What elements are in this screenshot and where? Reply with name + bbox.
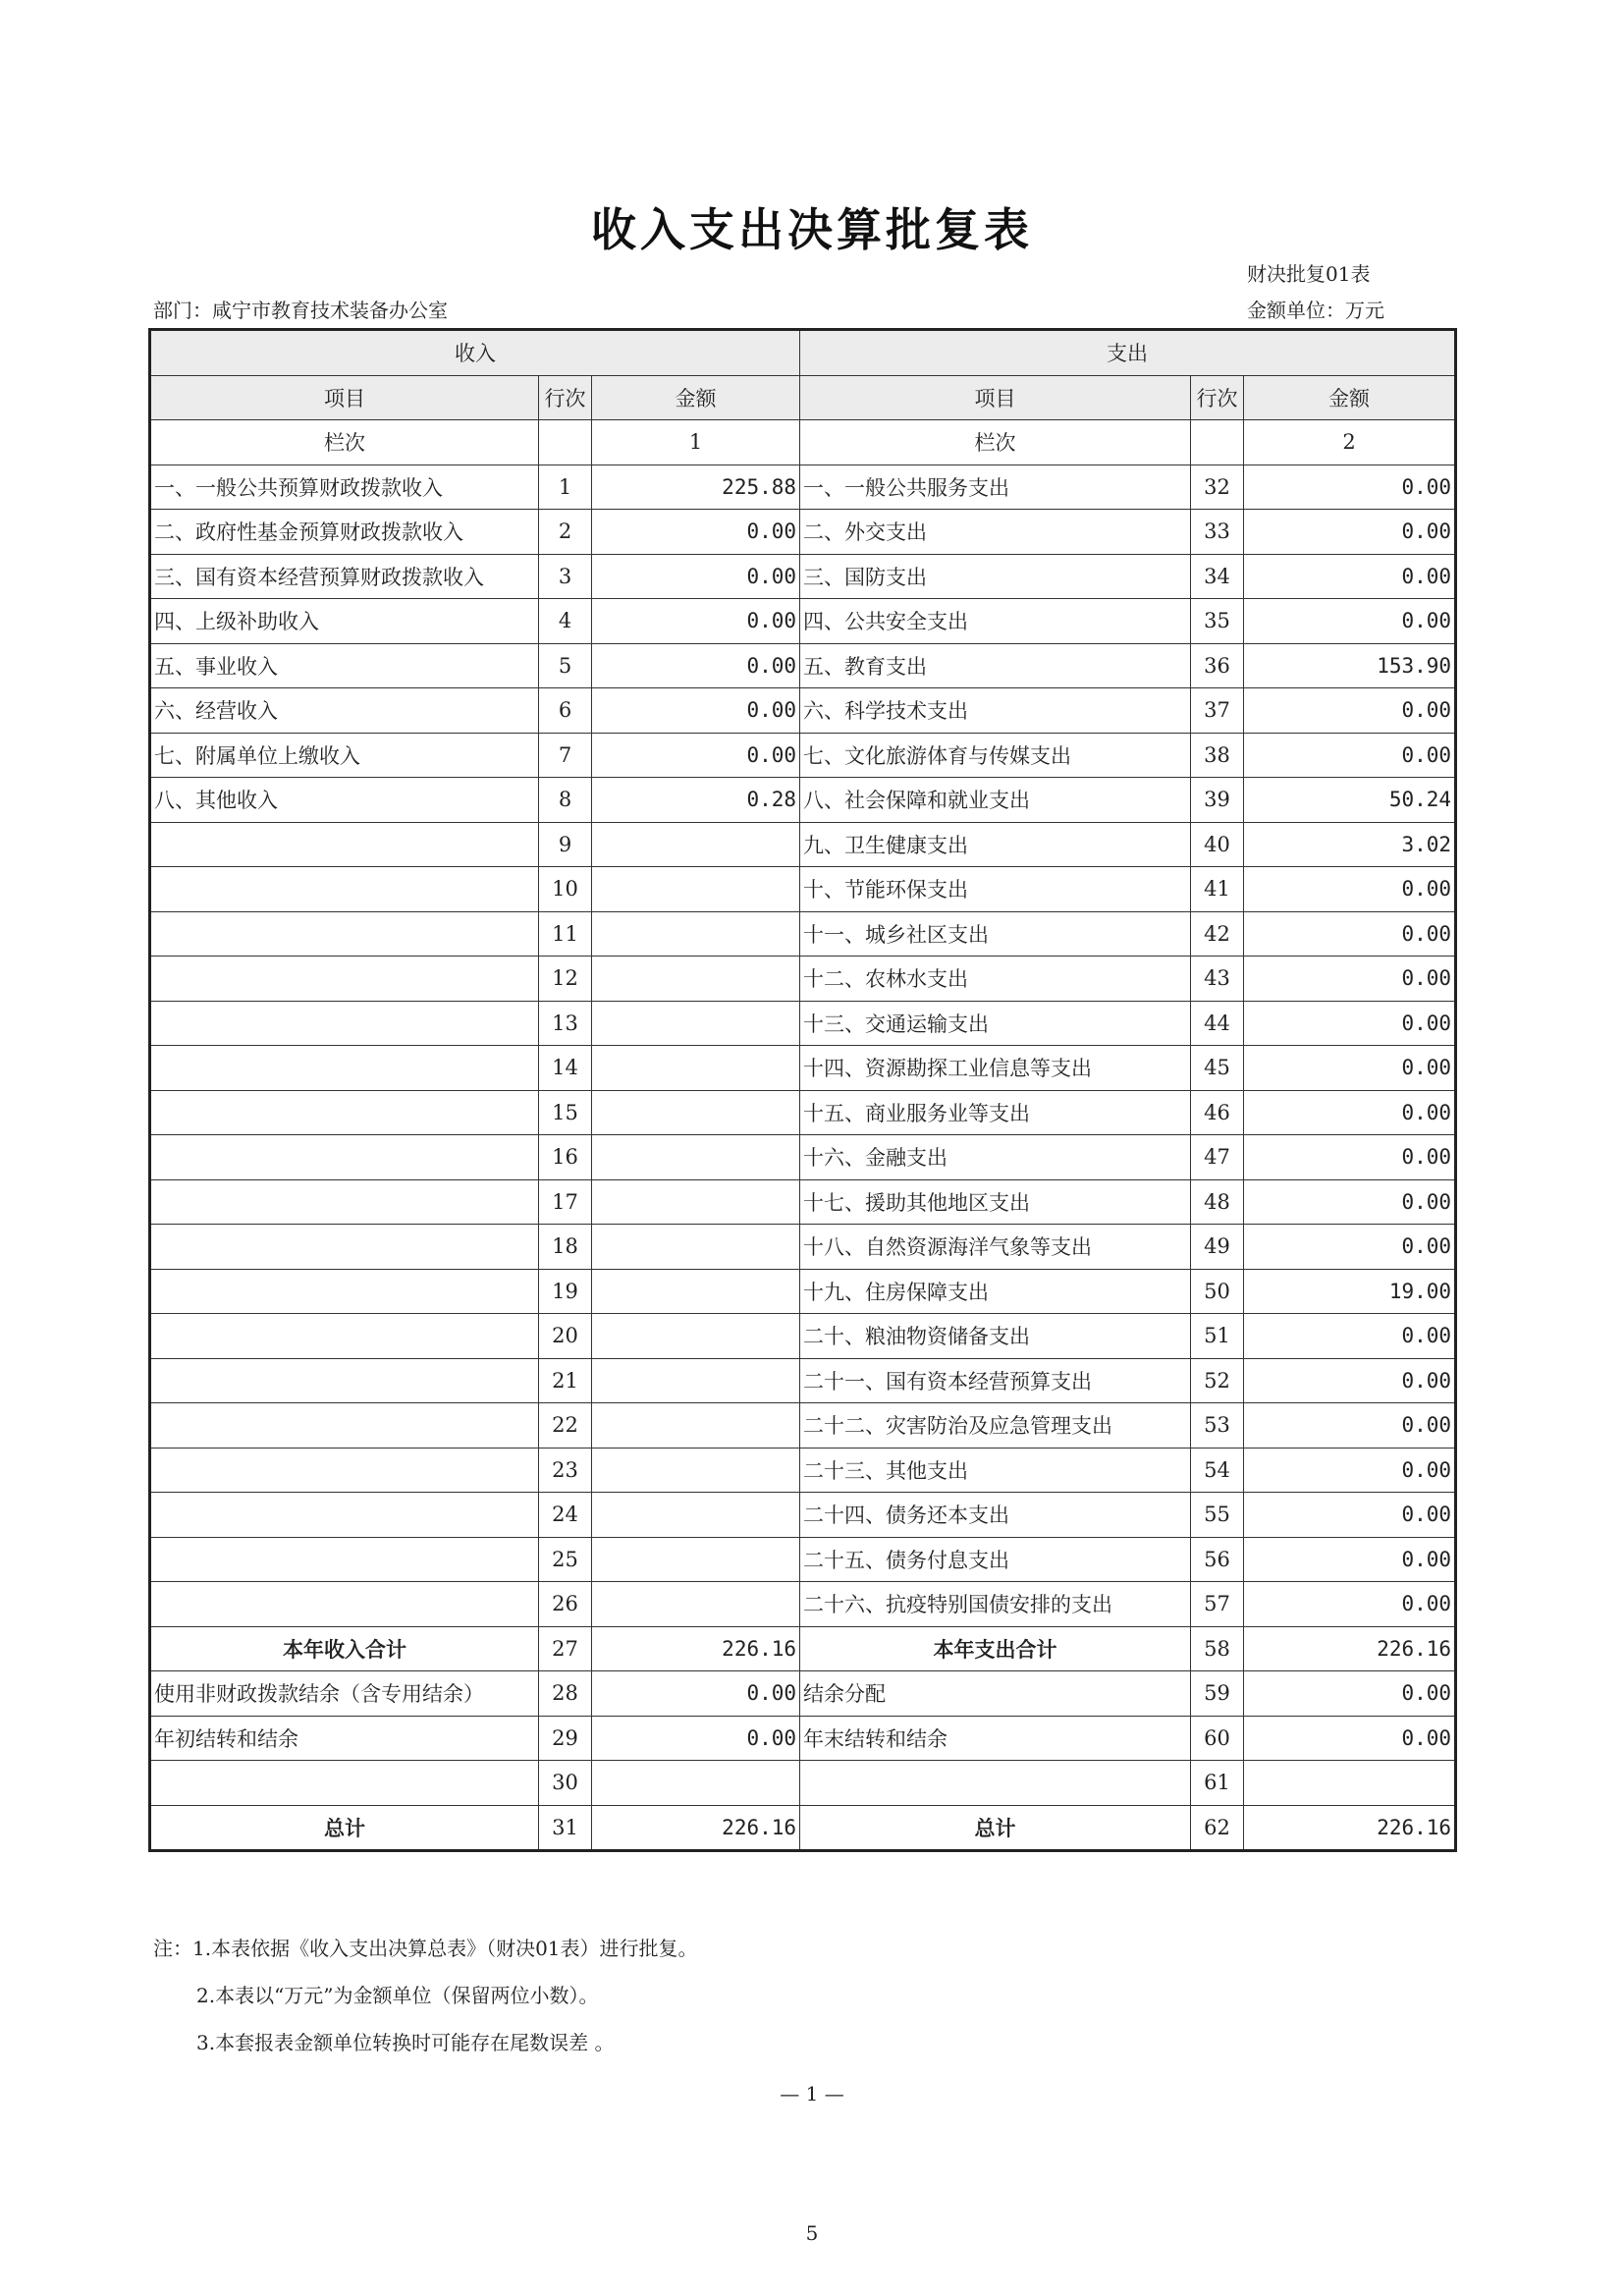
income-expense-table [148, 328, 1457, 1852]
expense-item-cell: 二十一、国有资本经营预算支出 [800, 1358, 1191, 1403]
income-amount-cell [592, 1090, 800, 1135]
income-amount-cell: 0.00 [592, 1671, 800, 1717]
expense-amount-cell: 0.00 [1244, 599, 1456, 644]
page-number: 5 [805, 2221, 819, 2245]
income-amount-cell: 0.00 [592, 643, 800, 688]
income-amount-cell: 0.00 [592, 1716, 800, 1761]
expense-item-cell: 十八、自然资源海洋气象等支出 [800, 1225, 1191, 1270]
expense-amount-cell: 0.00 [1244, 1716, 1456, 1761]
income-item-cell: 二、政府性基金预算财政拨款收入 [150, 510, 539, 555]
expense-line-cell: 41 [1191, 867, 1244, 912]
income-column-number: 1 [592, 420, 800, 465]
table-row [150, 1493, 1456, 1538]
income-item-cell [150, 1090, 539, 1135]
income-item-cell: 使用非财政拨款结余（含专用结余） [150, 1671, 539, 1717]
expense-amount-cell: 226.16 [1244, 1626, 1456, 1671]
income-item-cell [150, 1046, 539, 1091]
unit-label: 金额单位：万元 [1247, 299, 1384, 322]
income-line-cell: 19 [539, 1269, 592, 1314]
income-line-cell: 31 [539, 1805, 592, 1851]
expense-item-cell: 本年支出合计 [800, 1626, 1191, 1671]
expense-amount-cell: 0.00 [1244, 1493, 1456, 1538]
expense-line-cell: 43 [1191, 957, 1244, 1002]
income-line-cell: 9 [539, 822, 592, 867]
income-item-header: 项目 [150, 375, 539, 420]
expense-line-cell: 42 [1191, 911, 1244, 957]
income-item-cell: 八、其他收入 [150, 778, 539, 823]
income-line-cell: 10 [539, 867, 592, 912]
table-row [150, 643, 1456, 688]
income-line-cell: 29 [539, 1716, 592, 1761]
table-row [150, 599, 1456, 644]
income-line-cell: 4 [539, 599, 592, 644]
table-row [150, 1403, 1456, 1449]
expense-item-cell: 十二、农林水支出 [800, 957, 1191, 1002]
expense-amount-cell: 0.00 [1244, 688, 1456, 734]
income-line-cell: 2 [539, 510, 592, 555]
expense-line-cell: 47 [1191, 1135, 1244, 1180]
expense-amount-cell: 0.00 [1244, 465, 1456, 510]
note-3: 3.本套报表金额单位转换时可能存在尾数误差 。 [196, 2031, 615, 2054]
income-item-cell: 本年收入合计 [150, 1626, 539, 1671]
income-column-line [539, 420, 592, 465]
expense-item-cell: 二、外交支出 [800, 510, 1191, 555]
expense-line-cell: 57 [1191, 1582, 1244, 1627]
expense-amount-cell: 0.00 [1244, 1001, 1456, 1046]
table-row [150, 1358, 1456, 1403]
table-row [150, 1448, 1456, 1493]
income-amount-cell [592, 1314, 800, 1359]
expense-item-cell: 二十、粮油物资储备支出 [800, 1314, 1191, 1359]
expense-item-cell: 十六、金融支出 [800, 1135, 1191, 1180]
expense-item-cell: 四、公共安全支出 [800, 599, 1191, 644]
expense-line-cell: 62 [1191, 1805, 1244, 1851]
table-row [150, 1046, 1456, 1091]
income-amount-cell [592, 1135, 800, 1180]
form-number: 财决批复01表 [1247, 262, 1371, 286]
expense-item-cell: 十三、交通运输支出 [800, 1001, 1191, 1046]
expense-line-cell: 44 [1191, 1001, 1244, 1046]
expense-item-cell: 三、国防支出 [800, 554, 1191, 599]
income-item-cell: 三、国有资本经营预算财政拨款收入 [150, 554, 539, 599]
section-header-row [150, 330, 1456, 376]
income-item-cell: 四、上级补助收入 [150, 599, 539, 644]
expense-item-cell: 十、节能环保支出 [800, 867, 1191, 912]
table-row [150, 778, 1456, 823]
income-line-cell: 8 [539, 778, 592, 823]
income-amount-cell: 0.00 [592, 510, 800, 555]
expense-item-cell: 十一、城乡社区支出 [800, 911, 1191, 957]
income-amount-cell: 226.16 [592, 1805, 800, 1851]
table-row [150, 1582, 1456, 1627]
income-item-cell [150, 911, 539, 957]
expense-item-cell: 总计 [800, 1805, 1191, 1851]
expense-line-cell: 56 [1191, 1537, 1244, 1582]
income-item-cell: 年初结转和结余 [150, 1716, 539, 1761]
page-mark: — 1 — [780, 2082, 844, 2105]
expense-line-cell: 48 [1191, 1179, 1244, 1225]
table-row [150, 1225, 1456, 1270]
page-title: 收入支出决算批复表 [591, 203, 1033, 256]
expense-item-cell: 八、社会保障和就业支出 [800, 778, 1191, 823]
income-amount-cell [592, 822, 800, 867]
expense-column-label: 栏次 [800, 420, 1191, 465]
expense-amount-cell: 0.00 [1244, 867, 1456, 912]
expense-amount-cell: 0.00 [1244, 1135, 1456, 1180]
expense-amount-cell: 0.00 [1244, 510, 1456, 555]
expense-line-cell: 45 [1191, 1046, 1244, 1091]
table-row [150, 1269, 1456, 1314]
income-amount-cell [592, 1582, 800, 1627]
expense-line-cell: 59 [1191, 1671, 1244, 1717]
income-amount-cell [592, 867, 800, 912]
income-item-cell [150, 957, 539, 1002]
income-amount-cell: 0.00 [592, 599, 800, 644]
income-line-cell: 11 [539, 911, 592, 957]
expense-item-cell: 十七、援助其他地区支出 [800, 1179, 1191, 1225]
expense-item-header: 项目 [800, 375, 1191, 420]
table-row [150, 1716, 1456, 1761]
note-2: 2.本表以“万元”为金额单位（保留两位小数）。 [196, 1984, 599, 2007]
income-line-cell: 12 [539, 957, 592, 1002]
income-line-cell: 26 [539, 1582, 592, 1627]
table-row [150, 1671, 1456, 1717]
income-line-cell: 13 [539, 1001, 592, 1046]
table-row [150, 688, 1456, 734]
expense-line-cell: 46 [1191, 1090, 1244, 1135]
expense-column-number: 2 [1244, 420, 1456, 465]
income-line-cell: 22 [539, 1403, 592, 1449]
column-header-row [150, 375, 1456, 420]
table-row [150, 1626, 1456, 1671]
table-row [150, 733, 1456, 778]
income-column-label: 栏次 [150, 420, 539, 465]
expense-line-cell: 54 [1191, 1448, 1244, 1493]
expense-line-cell: 61 [1191, 1761, 1244, 1806]
income-item-cell [150, 1314, 539, 1359]
table-row [150, 1001, 1456, 1046]
table-row [150, 554, 1456, 599]
expense-line-header: 行次 [1191, 375, 1244, 420]
expense-amount-cell: 0.00 [1244, 1582, 1456, 1627]
income-amount-cell: 0.00 [592, 554, 800, 599]
expense-amount-cell: 19.00 [1244, 1269, 1456, 1314]
income-line-cell: 23 [539, 1448, 592, 1493]
income-amount-cell [592, 1179, 800, 1225]
table-row [150, 822, 1456, 867]
income-item-cell [150, 1269, 539, 1314]
income-line-cell: 16 [539, 1135, 592, 1180]
income-line-cell: 6 [539, 688, 592, 734]
expense-line-cell: 33 [1191, 510, 1244, 555]
table-row [150, 1135, 1456, 1180]
income-item-cell [150, 1493, 539, 1538]
expense-amount-cell: 3.02 [1244, 822, 1456, 867]
expense-item-cell: 二十六、抗疫特别国债安排的支出 [800, 1582, 1191, 1627]
table-row [150, 1805, 1456, 1851]
income-item-cell: 总计 [150, 1805, 539, 1851]
expense-item-cell: 十四、资源勘探工业信息等支出 [800, 1046, 1191, 1091]
income-amount-cell [592, 1001, 800, 1046]
income-amount-cell [592, 1046, 800, 1091]
income-line-cell: 30 [539, 1761, 592, 1806]
expense-item-cell: 二十三、其他支出 [800, 1448, 1191, 1493]
expense-item-cell: 二十四、债务还本支出 [800, 1493, 1191, 1538]
income-item-cell [150, 1135, 539, 1180]
income-line-cell: 24 [539, 1493, 592, 1538]
table-row [150, 1090, 1456, 1135]
income-item-cell [150, 1761, 539, 1806]
income-line-cell: 17 [539, 1179, 592, 1225]
notes [153, 1925, 698, 2066]
expense-amount-cell: 0.00 [1244, 1358, 1456, 1403]
income-amount-cell [592, 1269, 800, 1314]
income-amount-cell [592, 1448, 800, 1493]
income-item-cell [150, 1179, 539, 1225]
income-amount-cell [592, 1403, 800, 1449]
expense-amount-cell: 0.00 [1244, 911, 1456, 957]
expense-line-cell: 34 [1191, 554, 1244, 599]
expense-item-cell: 十九、住房保障支出 [800, 1269, 1191, 1314]
expense-item-cell: 二十五、债务付息支出 [800, 1537, 1191, 1582]
expense-amount-cell: 0.00 [1244, 957, 1456, 1002]
expense-line-cell: 58 [1191, 1626, 1244, 1671]
expense-item-cell: 十五、商业服务业等支出 [800, 1090, 1191, 1135]
income-amount-cell: 0.00 [592, 733, 800, 778]
expense-line-cell: 50 [1191, 1269, 1244, 1314]
table-row [150, 1314, 1456, 1359]
expense-amount-cell: 0.00 [1244, 554, 1456, 599]
expense-line-cell: 49 [1191, 1225, 1244, 1270]
expense-item-cell: 一、一般公共服务支出 [800, 465, 1191, 510]
expense-amount-cell: 0.00 [1244, 1537, 1456, 1582]
income-item-cell [150, 1225, 539, 1270]
expense-amount-cell: 0.00 [1244, 1448, 1456, 1493]
income-item-cell [150, 1448, 539, 1493]
expense-item-cell: 年末结转和结余 [800, 1716, 1191, 1761]
income-amount-cell: 226.16 [592, 1626, 800, 1671]
expense-amount-cell: 0.00 [1244, 733, 1456, 778]
expense-line-cell: 51 [1191, 1314, 1244, 1359]
expense-amount-cell: 0.00 [1244, 1314, 1456, 1359]
income-amount-cell: 0.28 [592, 778, 800, 823]
income-amount-cell [592, 1358, 800, 1403]
income-line-cell: 15 [539, 1090, 592, 1135]
expense-line-cell: 36 [1191, 643, 1244, 688]
expense-line-cell: 55 [1191, 1493, 1244, 1538]
income-line-cell: 14 [539, 1046, 592, 1091]
income-amount-cell: 0.00 [592, 688, 800, 734]
income-item-cell [150, 1403, 539, 1449]
income-amount-cell [592, 1537, 800, 1582]
expense-item-cell: 六、科学技术支出 [800, 688, 1191, 734]
income-item-cell: 一、一般公共预算财政拨款收入 [150, 465, 539, 510]
expense-amount-cell: 0.00 [1244, 1225, 1456, 1270]
income-line-cell: 1 [539, 465, 592, 510]
expense-amount-cell [1244, 1761, 1456, 1806]
income-item-cell [150, 867, 539, 912]
income-line-cell: 3 [539, 554, 592, 599]
expense-line-cell: 53 [1191, 1403, 1244, 1449]
table-row [150, 465, 1456, 510]
income-amount-cell [592, 1225, 800, 1270]
income-line-cell: 21 [539, 1358, 592, 1403]
expense-line-cell: 52 [1191, 1358, 1244, 1403]
income-line-cell: 18 [539, 1225, 592, 1270]
income-line-cell: 20 [539, 1314, 592, 1359]
income-line-header: 行次 [539, 375, 592, 420]
income-item-cell [150, 1537, 539, 1582]
expense-section-header: 支出 [800, 330, 1456, 376]
income-section-header: 收入 [150, 330, 800, 376]
income-item-cell [150, 1358, 539, 1403]
table-row [150, 510, 1456, 555]
income-line-cell: 7 [539, 733, 592, 778]
expense-item-cell: 二十二、灾害防治及应急管理支出 [800, 1403, 1191, 1449]
table-row [150, 1761, 1456, 1806]
expense-line-cell: 38 [1191, 733, 1244, 778]
income-amount-cell [592, 957, 800, 1002]
income-amount-cell: 225.88 [592, 465, 800, 510]
income-amount-cell [592, 1493, 800, 1538]
department-label: 部门：咸宁市教育技术装备办公室 [153, 299, 448, 322]
table-row [150, 957, 1456, 1002]
expense-line-cell: 40 [1191, 822, 1244, 867]
expense-column-line [1191, 420, 1244, 465]
expense-line-cell: 35 [1191, 599, 1244, 644]
expense-item-cell: 结余分配 [800, 1671, 1191, 1717]
income-amount-cell [592, 1761, 800, 1806]
expense-item-cell: 九、卫生健康支出 [800, 822, 1191, 867]
income-line-cell: 28 [539, 1671, 592, 1717]
expense-amount-cell: 0.00 [1244, 1403, 1456, 1449]
income-amount-cell [592, 911, 800, 957]
expense-item-cell: 五、教育支出 [800, 643, 1191, 688]
income-line-cell: 25 [539, 1537, 592, 1582]
income-line-cell: 5 [539, 643, 592, 688]
income-item-cell [150, 822, 539, 867]
column-number-row [150, 420, 1456, 465]
expense-line-cell: 60 [1191, 1716, 1244, 1761]
expense-amount-cell: 226.16 [1244, 1805, 1456, 1851]
expense-amount-cell: 0.00 [1244, 1046, 1456, 1091]
note-1: 注：1.本表依据《收入支出决算总表》（财决01表）进行批复。 [153, 1937, 698, 1960]
expense-amount-cell: 0.00 [1244, 1671, 1456, 1717]
table-row [150, 1537, 1456, 1582]
expense-amount-cell: 50.24 [1244, 778, 1456, 823]
income-amount-header: 金额 [592, 375, 800, 420]
expense-amount-cell: 0.00 [1244, 1090, 1456, 1135]
expense-item-cell [800, 1761, 1191, 1806]
income-item-cell [150, 1001, 539, 1046]
table-row [150, 911, 1456, 957]
income-item-cell [150, 1582, 539, 1627]
expense-amount-header: 金额 [1244, 375, 1456, 420]
income-item-cell: 七、附属单位上缴收入 [150, 733, 539, 778]
income-item-cell: 六、经营收入 [150, 688, 539, 734]
expense-line-cell: 39 [1191, 778, 1244, 823]
expense-amount-cell: 153.90 [1244, 643, 1456, 688]
income-item-cell: 五、事业收入 [150, 643, 539, 688]
table-row [150, 1179, 1456, 1225]
expense-item-cell: 七、文化旅游体育与传媒支出 [800, 733, 1191, 778]
income-line-cell: 27 [539, 1626, 592, 1671]
expense-line-cell: 37 [1191, 688, 1244, 734]
expense-line-cell: 32 [1191, 465, 1244, 510]
expense-amount-cell: 0.00 [1244, 1179, 1456, 1225]
table-row [150, 867, 1456, 912]
